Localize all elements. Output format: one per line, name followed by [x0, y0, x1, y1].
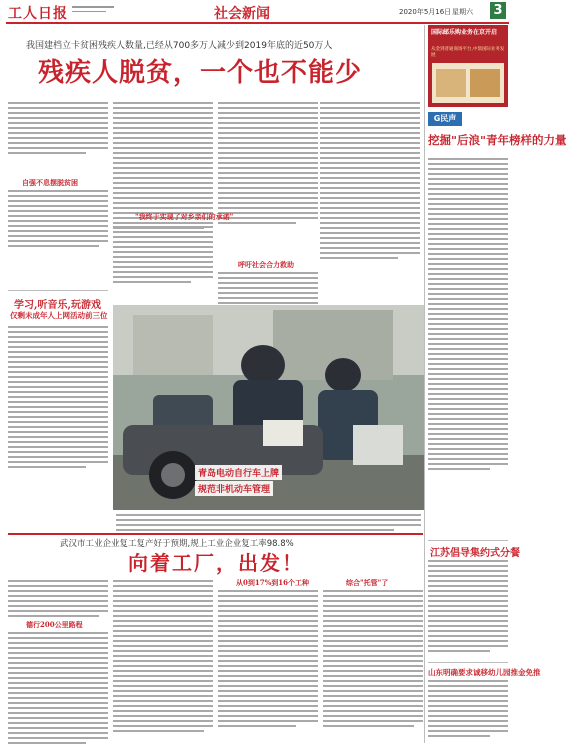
bottom-subhead-2: 从0到17%到16个工种 — [236, 578, 310, 587]
right-brief-1-rule — [428, 540, 508, 541]
lead-body-col1b — [8, 190, 108, 250]
page-number: 3 — [490, 2, 506, 19]
bottom-deck: 武汉市工业企业复工复产好于预期,规上工业企业复工率98.8% — [60, 539, 294, 549]
right-brief-2-headline: 山东明确要求诚移幼儿园推金免推 — [428, 668, 541, 677]
issue-weekday: 星期六 — [452, 8, 473, 16]
masthead-rule — [6, 22, 509, 24]
section-title: 社会新闻 — [214, 6, 270, 22]
news-photo — [113, 305, 425, 510]
photo-caption-sub: 规范非机动车管理 — [195, 481, 273, 496]
lead-subhead-3: 呼吁社会合力救助 — [238, 260, 294, 269]
lead-body-col1 — [8, 102, 108, 157]
right-brief-2-body — [428, 680, 508, 740]
lead-body-col3 — [218, 102, 318, 227]
bottom-body-col2 — [113, 580, 213, 735]
masthead-small-info — [72, 6, 114, 15]
bottom-subhead-3: 综合"托管"了 — [346, 578, 389, 587]
ad-line-1: 国际邮乐购业务在京开启 — [431, 29, 498, 36]
column-body — [428, 158, 508, 473]
bottom-body-col1b — [8, 632, 108, 747]
right-brief-2-rule — [428, 662, 508, 663]
right-brief-1-body — [428, 560, 508, 655]
issue-date: 2020年5月16日 — [399, 8, 452, 16]
lead-subhead-1: 自强不息摆脱贫困 — [22, 178, 78, 187]
photo-caption-title: 青岛电动自行车上牌 — [195, 465, 282, 480]
bottom-body-col1 — [8, 580, 108, 620]
bottom-headline: 向着工厂，出发！ — [128, 551, 304, 575]
bottom-body-col4 — [323, 590, 423, 730]
left-brief-subline: 仅剩未成年人上网活动前三位 — [10, 311, 108, 320]
column-headline: 挖掘"后浪"青年榜样的力量 — [428, 133, 566, 147]
lead-subhead-2: "我终于实现了对乡亲们的承诺" — [135, 212, 234, 221]
left-brief-headline: 学习,听音乐,玩游戏 — [14, 300, 101, 311]
right-brief-1-headline: 江苏倡导集约式分餐 — [430, 548, 520, 559]
ad-box — [428, 25, 508, 107]
photo-credit-text — [116, 514, 421, 534]
column-label — [428, 112, 462, 126]
bottom-subhead-1: 德行200公里路程 — [26, 620, 83, 629]
lead-body-col4 — [320, 102, 420, 262]
left-brief-body — [8, 326, 108, 471]
ad-line-2: 从金到普通商场平台,中鼎国际业务发展 — [431, 47, 505, 58]
column-label-text: G民声 — [433, 114, 457, 123]
lead-deck: 我国建档立卡贫困残疾人数量,已经从700多万人减少到2019年底的近50万人 — [26, 41, 333, 51]
left-brief-rule — [8, 290, 108, 291]
bottom-story-rule — [8, 533, 423, 535]
newspaper-logo: 工人日报 — [8, 6, 68, 22]
lead-headline: 残疾人脱贫，一个也不能少 — [38, 58, 363, 88]
lead-body-col2b — [113, 226, 213, 286]
masthead — [0, 0, 515, 24]
bottom-body-col3 — [218, 590, 318, 730]
ad-image — [432, 63, 504, 103]
column-divider-right — [424, 25, 425, 743]
